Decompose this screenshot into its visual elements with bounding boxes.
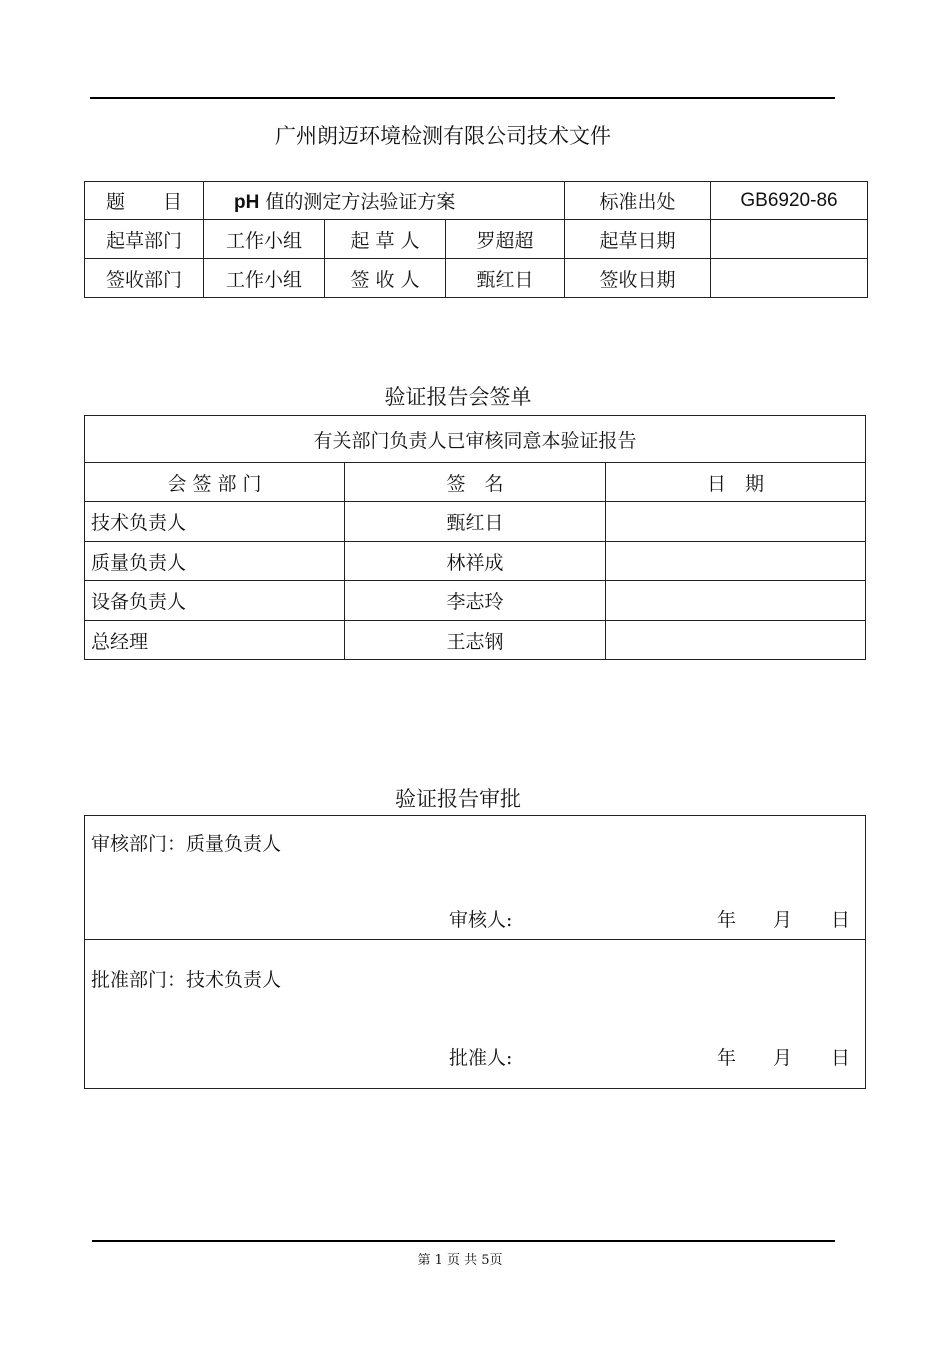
approver-label: 批准人:: [449, 1047, 513, 1069]
row-dept: 设备负责人: [85, 581, 345, 621]
row-name: 甄红日: [345, 502, 606, 542]
review-year: 年: [717, 909, 737, 931]
sign-dept-value: 工作小组: [204, 259, 325, 298]
info-table: [84, 181, 868, 298]
countersign-title: 验证报告会签单: [384, 385, 532, 409]
topic-label: 题 目: [85, 182, 204, 220]
row-date: [606, 542, 866, 581]
row-name: 李志玲: [345, 581, 606, 621]
source-value: GB6920-86: [711, 182, 868, 220]
topic-value: [204, 182, 565, 220]
draft-dept-value: 工作小组: [204, 220, 325, 259]
header-date: 日 期: [606, 463, 866, 502]
company-document-title: 广州朗迈环境检测有限公司技术文件: [275, 124, 611, 148]
header-dept: 会 签 部 门: [85, 463, 345, 502]
reviewer-label: 审核人:: [449, 909, 513, 931]
table-row: [85, 502, 866, 542]
approval-title: 验证报告审批: [395, 787, 521, 811]
draft-date-value: [711, 220, 868, 259]
row-date: [606, 621, 866, 660]
top-rule: [90, 97, 835, 99]
table-row: [85, 581, 866, 621]
review-dept: 审核部门：质量负责人: [91, 833, 282, 855]
countersign-statement: 有关部门负责人已审核同意本验证报告: [85, 416, 866, 463]
row-dept: 技术负责人: [85, 502, 345, 542]
signer-label: 签 收 人: [325, 259, 446, 298]
table-row: [85, 542, 866, 581]
row-name: 王志钢: [345, 621, 606, 660]
approve-dept: 批准部门：技术负责人: [91, 969, 282, 991]
header-name: 签 名: [345, 463, 606, 502]
approval-box: [84, 815, 866, 1089]
drafter-value: 罗超超: [446, 220, 565, 259]
row-dept: 质量负责人: [85, 542, 345, 581]
draft-dept-label: 起草部门: [85, 220, 204, 259]
topic-value-rest: 值的测定方法验证方案: [259, 191, 456, 213]
bottom-rule: [92, 1240, 835, 1242]
source-label: 标准出处: [565, 182, 711, 220]
approve-year: 年: [717, 1047, 737, 1069]
table-row: [85, 621, 866, 660]
sign-dept-label: 签收部门: [85, 259, 204, 298]
approve-month: 月: [773, 1047, 793, 1069]
approve-day: 日: [831, 1047, 851, 1069]
row-dept: 总经理: [85, 621, 345, 660]
row-date: [606, 502, 866, 542]
row-name: 林祥成: [345, 542, 606, 581]
countersign-table: [84, 415, 866, 660]
review-month: 月: [773, 909, 793, 931]
drafter-label: 起 草 人: [325, 220, 446, 259]
review-day: 日: [831, 909, 851, 931]
draft-date-label: 起草日期: [565, 220, 711, 259]
topic-value-prefix: pH: [234, 192, 260, 213]
page-number: 第 1 页 共 5页: [417, 1253, 503, 1268]
sign-date-label: 签收日期: [565, 259, 711, 298]
signer-value: 甄红日: [446, 259, 565, 298]
row-date: [606, 581, 866, 621]
sign-date-value: [711, 259, 868, 298]
